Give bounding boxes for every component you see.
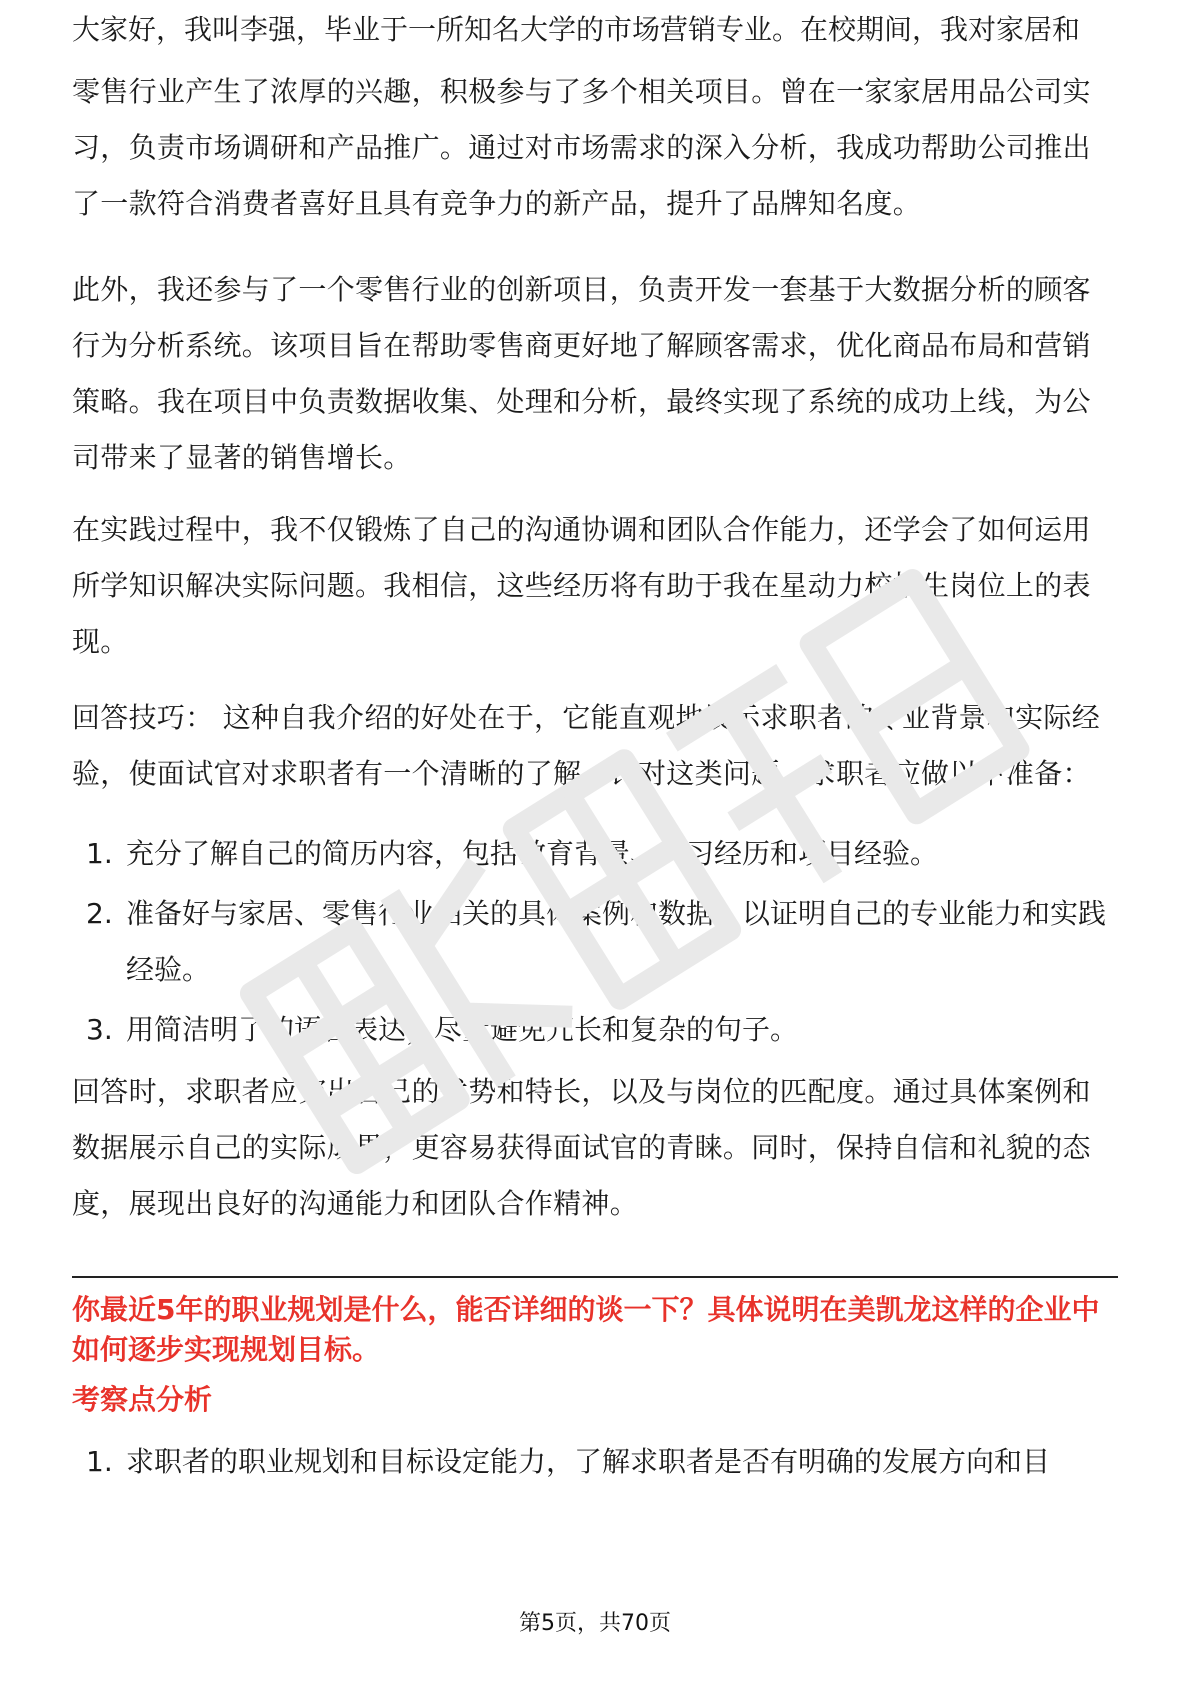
analysis-heading: 考察点分析 <box>72 1383 213 1416</box>
paragraph-closing: 回答时，求职者应突出自己的优势和特长，以及与岗位的匹配度。通过具体案例和数据展示自己的实际成果，更容易获得面试官的青睐。同时，保持自信和礼貌的态度，展现出良好的沟通能力和团队合作精神。 <box>72 1075 1091 1220</box>
list-item: 1. 充分了解自己的简历内容，包括教育背景、实习经历和项目经验。 <box>86 837 939 870</box>
cut-off-top-line: 大家好，我叫李强，毕业于一所知名大学的市场营销专业。在校期间，我对家居和 <box>72 13 1081 46</box>
tips-list <box>72 826 1118 1062</box>
document-page <box>72 0 1118 1684</box>
paragraph-project: 此外，我还参与了一个零售行业的创新项目，负责开发一套基于大数据分析的顾客行为分析系统。该项目旨在帮助零售商更好地了解顾客需求，优化商品布局和营销策略。我在项目中负责数据收集、处理和分析，最终实现了系统的成功上线，为公司带来了显著的销售增长。 <box>72 273 1091 474</box>
paragraph-internship: 零售行业产生了浓厚的兴趣，积极参与了多个相关项目。曾在一家家居用品公司实习，负责市场调研和产品推广。通过对市场需求的深入分析，我成功帮助公司推出了一款符合消费者喜好且具有竞争力的新产品，提升了品牌知名度。 <box>72 75 1091 220</box>
section-divider <box>72 1276 1118 1278</box>
paragraph-practice: 在实践过程中，我不仅锻炼了自己的沟通协调和团队合作能力，还学会了如何运用所学知识解决实际问题。我相信，这些经历将有助于我在星动力校招生岗位上的表现。 <box>72 513 1091 658</box>
list-item: 3. 用简洁明了的语言表达，尽量避免冗长和复杂的句子。 <box>86 1013 799 1046</box>
paragraph-answer-tips: 回答技巧： 这种自我介绍的好处在于，它能直观地展示求职者的专业背景和实际经验，使面试官对求职者有一个清晰的了解。针对这类问题，求职者应做以下准备： <box>72 701 1101 790</box>
list-item: 2. 准备好与家居、零售行业相关的具体案例和数据，以证明自己的专业能力和实践经验。 <box>86 897 1107 986</box>
page-number: 第5页，共70页 <box>519 1611 671 1636</box>
interview-question: 你最近5年的职业规划是什么，能否详细的谈一下？具体说明在美凯龙这样的企业中如何逐步实现规划目标。 <box>72 1293 1100 1366</box>
analysis-list <box>72 1434 1118 1494</box>
list-item: 1. 求职者的职业规划和目标设定能力，了解求职者是否有明确的发展方向和目 <box>86 1445 1051 1478</box>
